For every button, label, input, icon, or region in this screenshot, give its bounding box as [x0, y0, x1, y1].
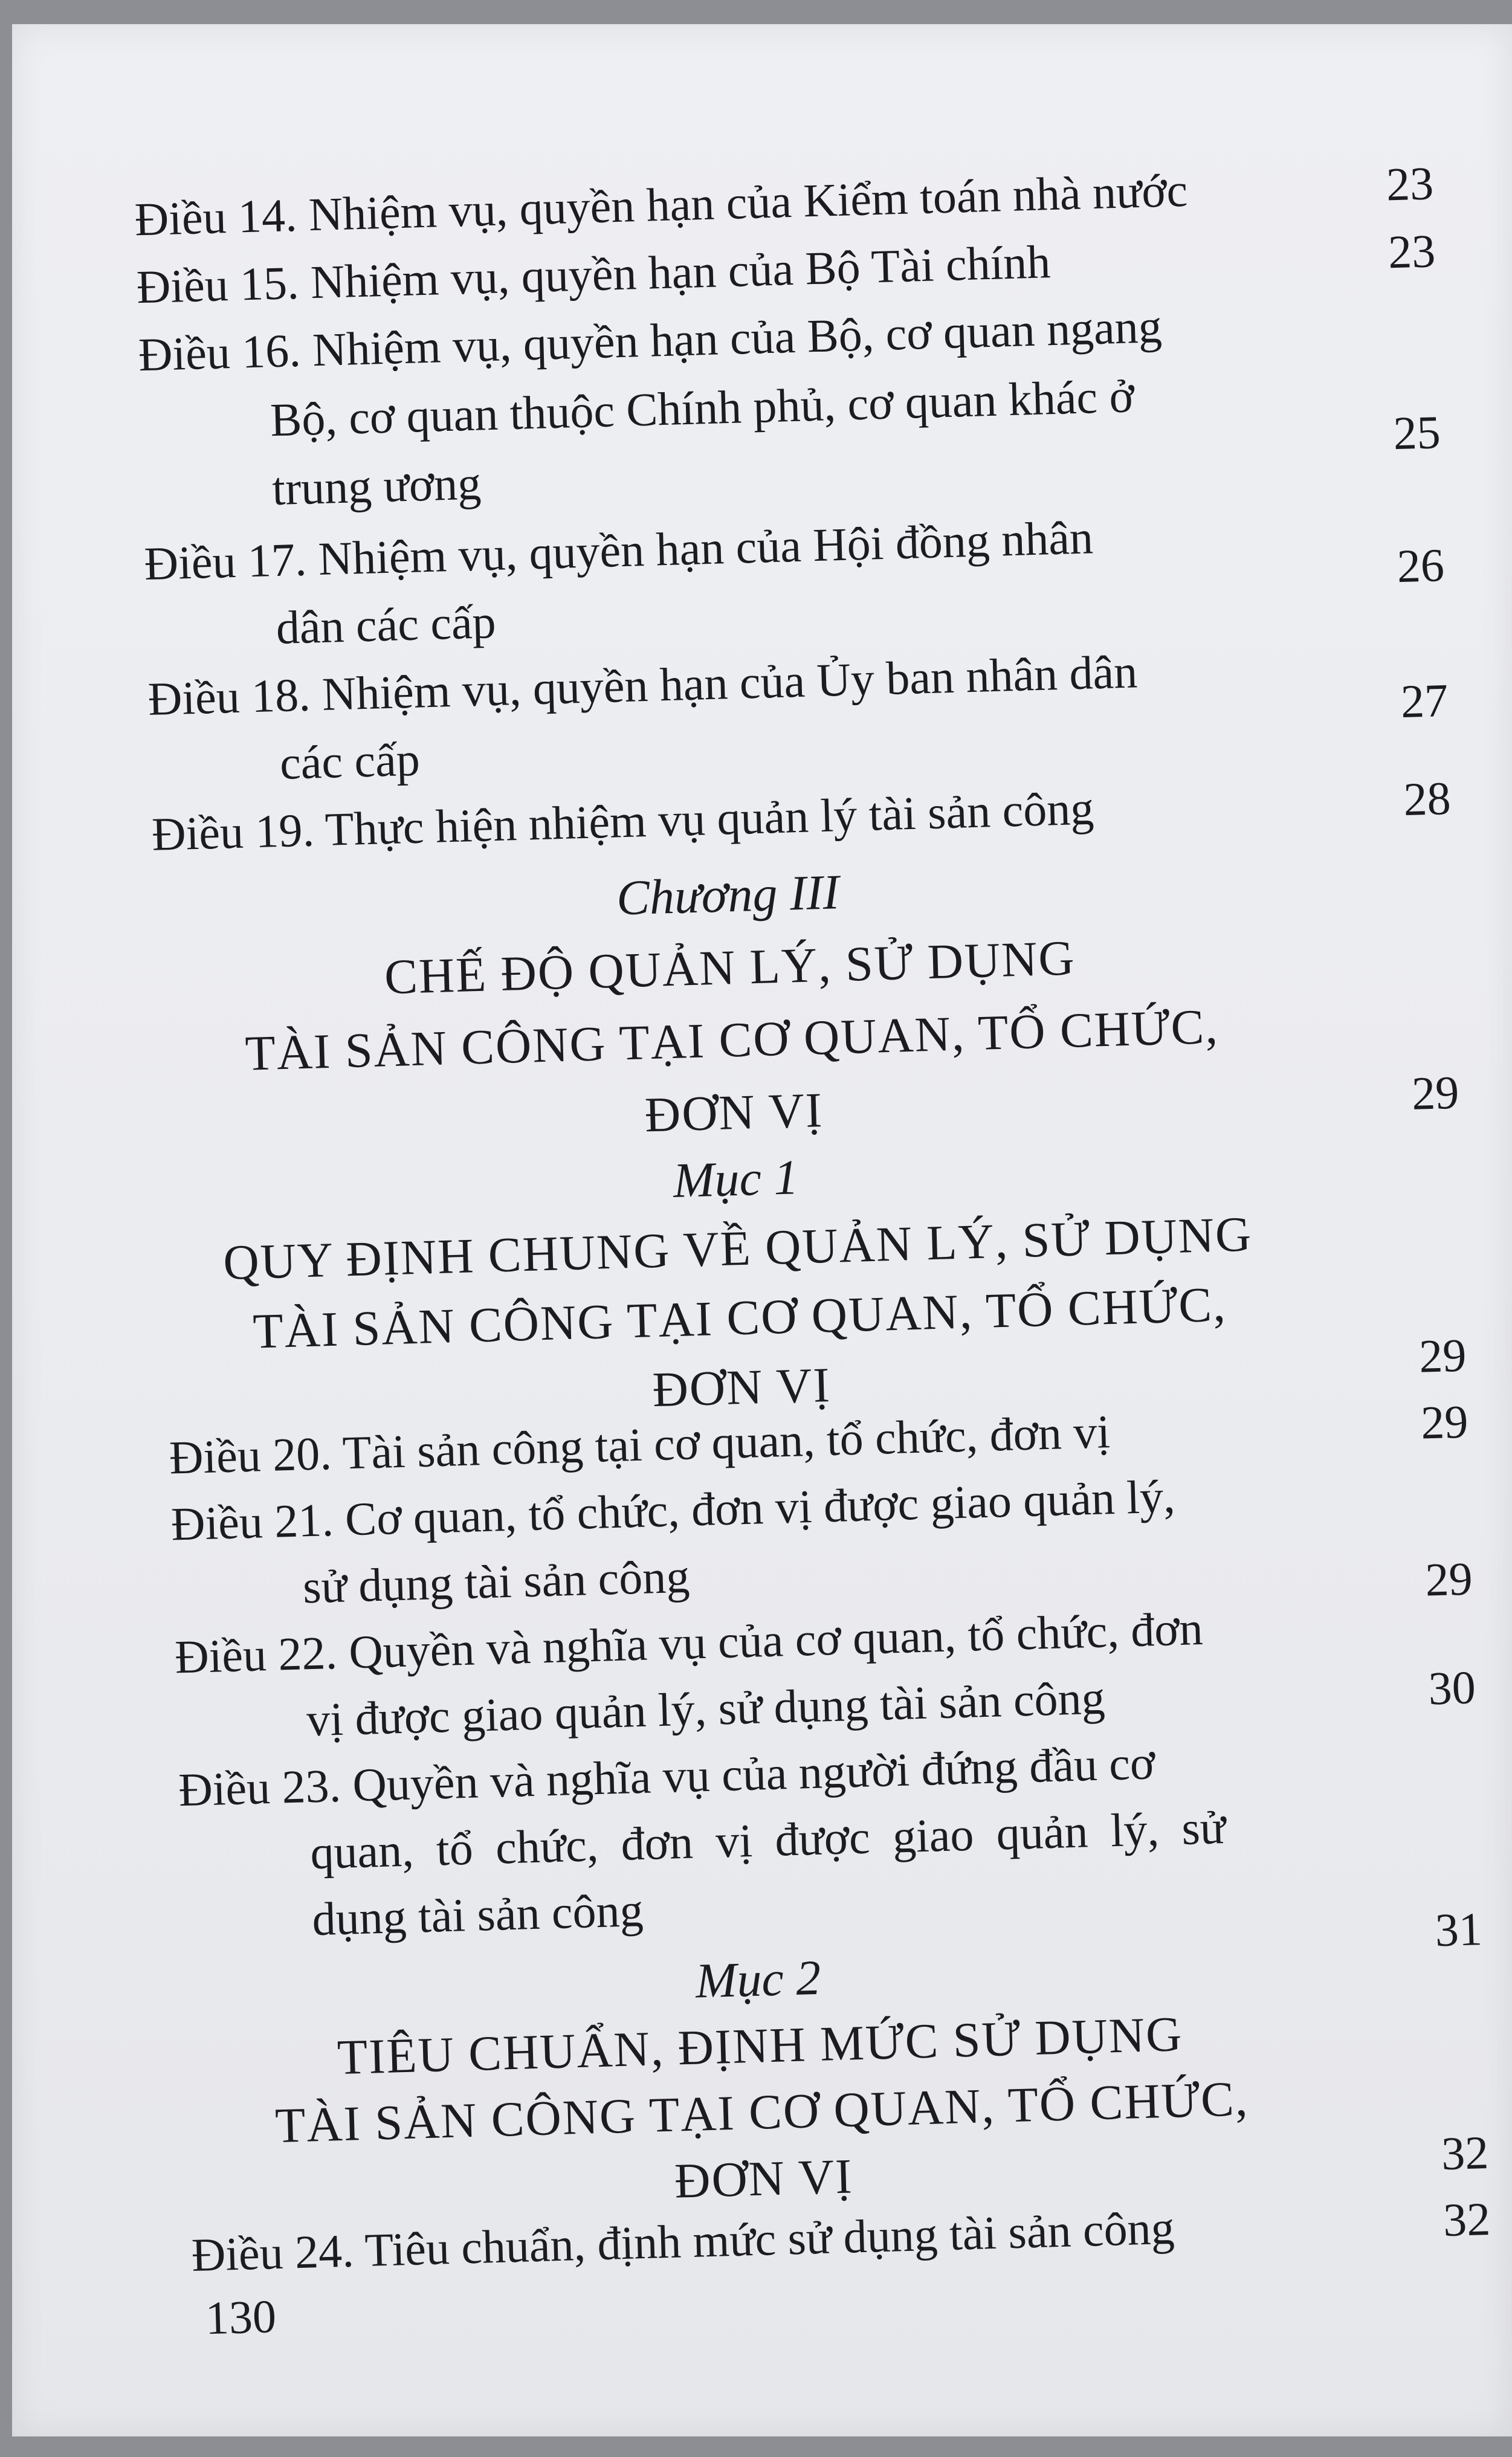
chapter-page: 29 [1410, 1065, 1460, 1120]
section-title-line: TÀI SẢN CÔNG TẠI CƠ QUAN, TỔ CHỨC, [274, 2071, 1250, 2154]
toc-entry-text: Điều 16. Nhiệm vụ, quyền hạn của Bộ, cơ quan ngang [137, 299, 1163, 381]
toc-entry-page: 29 [1420, 1395, 1469, 1449]
toc-entry-text: Điều 19. Thực hiện nhiệm vụ quản lý tài sản công [151, 781, 1095, 860]
toc-entry-text: Điều 18. Nhiệm vụ, quyền hạn của Ủy ban nhân dân [147, 645, 1139, 726]
toc-entry-text: sử dụng tài sản công [302, 1549, 691, 1613]
page-number: 130 [204, 2290, 277, 2345]
toc-entry-text: vị được giao quản lý, sử dụng tài sản công [306, 1671, 1106, 1746]
section-title-line: TIÊU CHUẨN, ĐỊNH MỨC SỬ DỤNG [336, 2006, 1184, 2085]
section-label: Mục 2 [694, 1949, 822, 2009]
toc-entry-text: Điều 15. Nhiệm vụ, quyền hạn của Bộ Tài chính [135, 235, 1052, 314]
toc-entry-page: 27 [1400, 673, 1449, 728]
chapter-label: Chương III [615, 864, 840, 926]
toc-entry-text: Điều 17. Nhiệm vụ, quyền hạn của Hội đồng nhân [143, 511, 1094, 590]
chapter-title-line: CHẾ ĐỘ QUẢN LÝ, SỬ DỤNG [383, 930, 1076, 1005]
toc-entry-page: 25 [1392, 405, 1441, 460]
toc-entry-text: Bộ, cơ quan thuộc Chính phủ, cơ quan khác ở [270, 369, 1135, 447]
toc-entry-text: Điều 20. Tài sản công tại cơ quan, tổ chức, đơn vị [168, 1405, 1111, 1484]
toc-entry-page: 23 [1387, 224, 1436, 279]
toc-entry-text: Điều 24. Tiêu chuẩn, định mức sử dụng tài sản công [190, 2201, 1175, 2282]
toc-entry-page: 23 [1385, 157, 1435, 211]
toc-entry-page: 32 [1442, 2192, 1491, 2247]
toc-entry-text: Điều 14. Nhiệm vụ, quyền hạn của Kiểm toán nhà nước [134, 163, 1189, 246]
section-title-line: ĐƠN VỊ [651, 1357, 832, 1418]
chapter-title-line: TÀI SẢN CÔNG TẠI CƠ QUAN, TỔ CHỨC, [244, 998, 1220, 1081]
toc-entry-text: Điều 21. Cơ quan, tổ chức, đơn vị được giao quản lý, [170, 1470, 1176, 1551]
section-page: 32 [1440, 2126, 1490, 2180]
section-title-line: ĐƠN VỊ [673, 2148, 854, 2209]
toc-entry-page: 29 [1424, 1552, 1473, 1606]
toc-entry-page: 28 [1403, 771, 1452, 826]
toc-entry-page: 26 [1396, 538, 1445, 593]
toc-entry-text: quan, tổ chức, đơn vị được giao quản lý, sử [309, 1800, 1227, 1879]
toc-entry-text: Điều 23. Quyền và nghĩa vụ của người đứng đầu cơ [178, 1736, 1156, 1816]
toc-entry-text: trung ương [271, 456, 482, 515]
section-label: Mục 1 [672, 1149, 800, 1209]
section-page: 29 [1418, 1328, 1467, 1383]
toc-entry-text: dân các cấp [275, 595, 497, 654]
toc-entry-page: 31 [1434, 1902, 1483, 1957]
toc-entry-text: dụng tài sản công [311, 1883, 644, 1946]
chapter-title-line: ĐƠN VỊ [644, 1082, 824, 1143]
toc-entry-page: 30 [1427, 1661, 1476, 1715]
section-title-line: TÀI SẢN CÔNG TẠI CƠ QUAN, TỔ CHỨC, [252, 1276, 1227, 1359]
section-title-line: QUY ĐỊNH CHUNG VỀ QUẢN LÝ, SỬ DỤNG [222, 1206, 1253, 1290]
toc-entry-text: Điều 22. Quyền và nghĩa vụ của cơ quan, tổ chức, đơn [174, 1601, 1204, 1684]
toc-content [0, 4, 1512, 2457]
toc-entry-text: các cấp [279, 732, 421, 789]
book-page [12, 24, 1512, 2436]
